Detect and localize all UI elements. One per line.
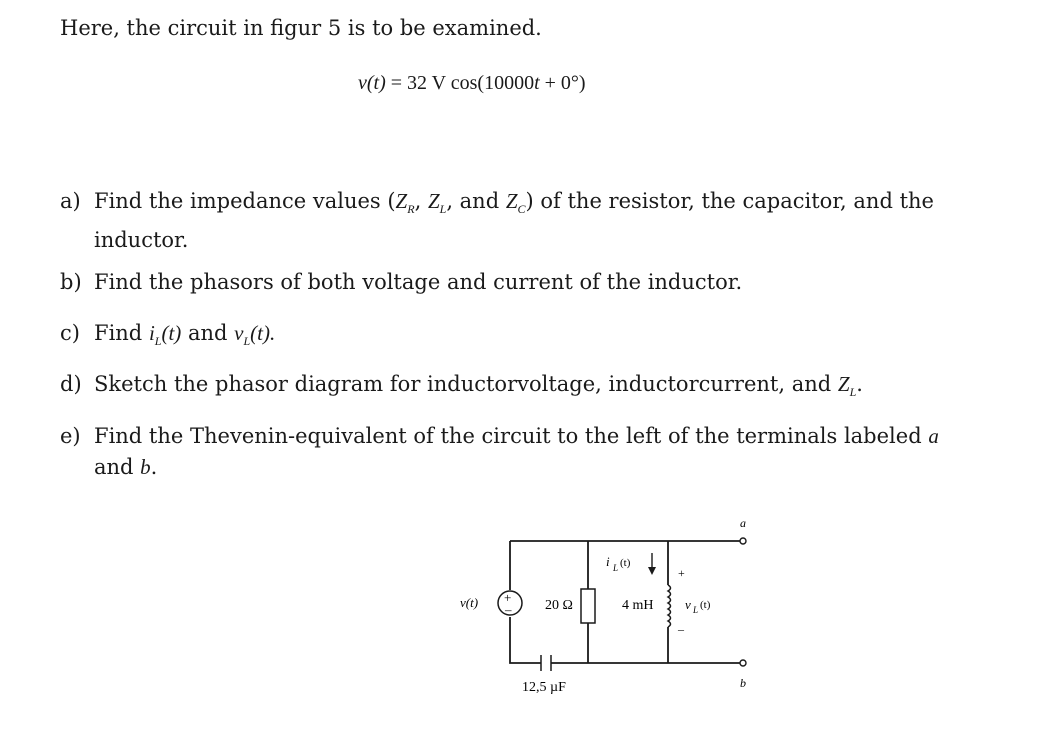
voltage-minus: – — [678, 622, 684, 636]
var-z: Z — [395, 189, 408, 213]
question-text: . — [150, 455, 158, 479]
intro-text: Here, the circuit in figur 5 is to be examined. — [60, 16, 542, 40]
question-text: and — [94, 455, 141, 479]
question-text: Find the phasors of both voltage and current of the inductor. — [94, 270, 743, 294]
terminal-a-label: a — [740, 516, 746, 530]
var-z: Z — [505, 189, 518, 213]
question-c — [60, 318, 960, 357]
var-sub: L — [154, 334, 162, 349]
question-text: Sketch the phasor diagram for inductorvoltage, inductorcurrent, and — [94, 372, 838, 396]
question-a — [60, 186, 960, 256]
resistor-symbol — [581, 589, 595, 623]
question-text: Find — [94, 321, 149, 345]
var-z: Z — [837, 372, 850, 396]
equation-t: t — [534, 72, 540, 94]
question-label: d) — [60, 372, 82, 396]
terminal-b-label: b — [740, 676, 746, 690]
inductor-label: 4 mH — [622, 598, 654, 613]
question-text-cont: inductor. — [94, 228, 189, 253]
question-e — [60, 421, 960, 483]
question-label: b) — [60, 270, 82, 294]
question-d — [60, 369, 960, 408]
question-text: . — [856, 372, 863, 396]
var-sub: L — [849, 385, 857, 400]
var-sub: R — [407, 202, 415, 217]
capacitor-symbol — [541, 655, 551, 671]
question-text: ) of the resistor, the capacitor, and the — [525, 189, 934, 213]
voltage-arg: (t) — [700, 599, 711, 611]
question-b — [60, 267, 960, 298]
current-arg: (t) — [620, 557, 631, 569]
current-label: i — [606, 554, 610, 569]
var-b: b — [140, 455, 151, 479]
source-equation — [358, 72, 586, 95]
voltage-sub: L — [693, 605, 699, 615]
var-a: a — [928, 424, 939, 448]
source-plus: + — [504, 590, 512, 605]
source-label: v(t) — [460, 595, 479, 610]
separator: , and — [446, 189, 506, 213]
equation-tail: + 0°) — [539, 72, 586, 94]
question-label: a) — [60, 189, 81, 213]
voltage-label: v — [685, 597, 691, 612]
question-text-cont — [60, 452, 960, 483]
source-minus: – — [505, 602, 512, 617]
question-label: c) — [60, 321, 80, 345]
capacitor-label: 12,5 µF — [522, 680, 566, 695]
inductor-symbol — [668, 585, 671, 627]
resistor-label: 20 Ω — [545, 598, 573, 613]
var-v: v — [234, 321, 244, 345]
var-arg: (t) — [161, 321, 182, 345]
question-text: Find the impedance values ( — [94, 189, 396, 213]
var-i: i — [148, 321, 155, 345]
terminal-a — [740, 538, 746, 544]
question-label: e) — [60, 424, 81, 448]
question-text: and — [181, 321, 235, 345]
var-sub: C — [517, 202, 526, 217]
var-sub: L — [243, 334, 251, 349]
circuit-diagram — [440, 505, 770, 705]
terminal-b — [740, 660, 746, 666]
separator: , — [414, 189, 428, 213]
equation-lhs: v(t) — [358, 72, 386, 94]
var-z: Z — [427, 189, 440, 213]
var-sub: L — [439, 202, 447, 217]
equation-body: = 32 V cos(10000 — [385, 72, 535, 94]
current-sub: L — [613, 563, 619, 573]
question-text: Find the Thevenin-equivalent of the circuit to the left of the terminals labeled — [94, 424, 929, 448]
voltage-plus: + — [678, 566, 685, 580]
var-arg: (t). — [250, 321, 276, 345]
current-arrow-head — [648, 567, 656, 575]
